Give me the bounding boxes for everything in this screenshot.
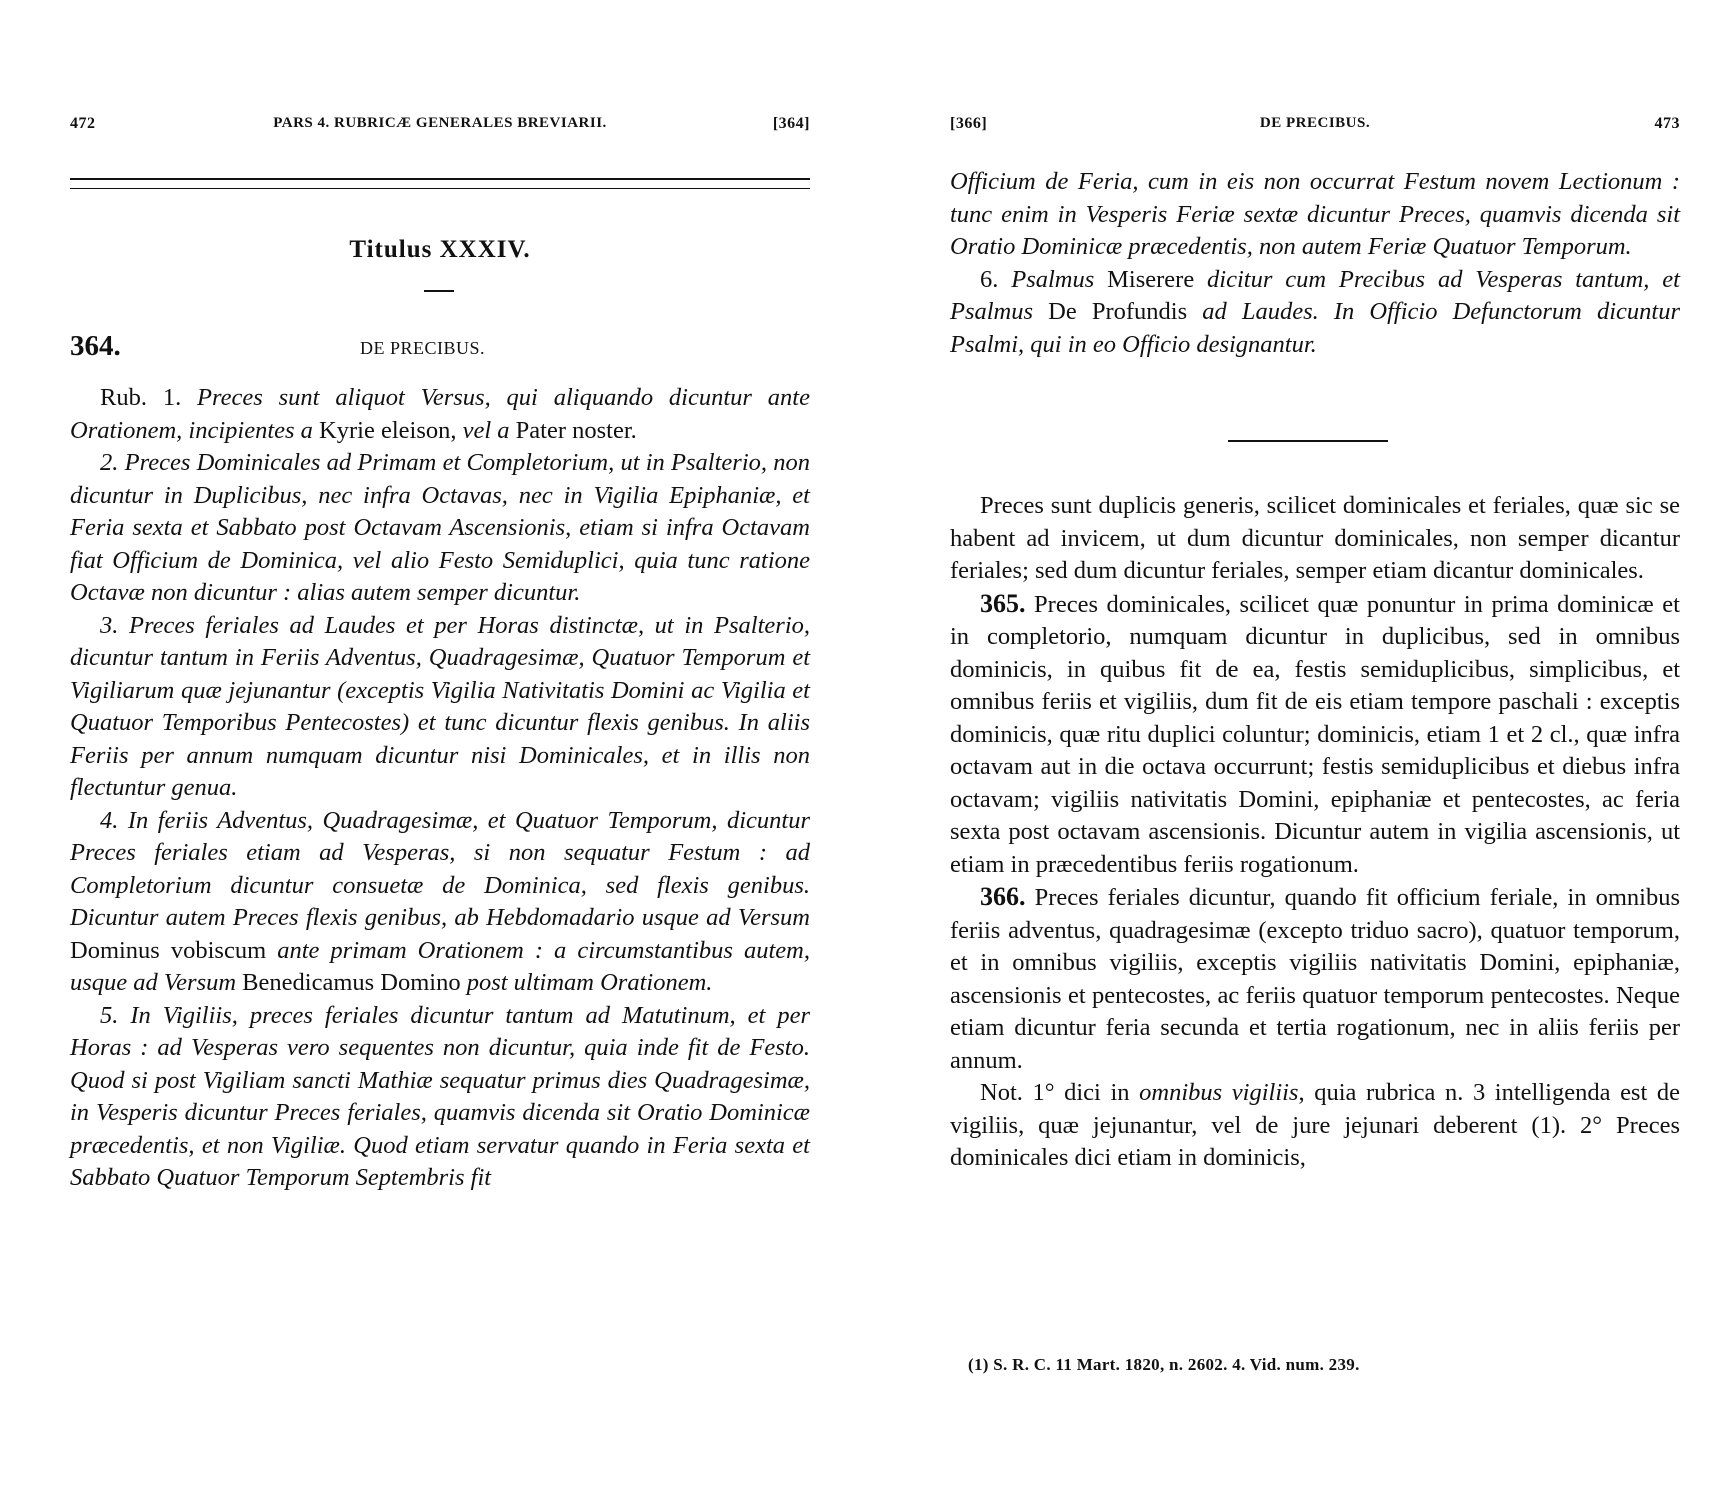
paragraph-365 — [950, 588, 1680, 882]
rubric-4-text-c: ante primam Orationem : a circumstantibus autem, usque ad Versum — [70, 936, 810, 996]
left-page — [70, 0, 810, 1500]
running-title: DE PRECIBUS. — [1259, 115, 1371, 131]
right-commentary-text — [950, 490, 1680, 1175]
rubric-6-text-c: Miserere — [1107, 265, 1208, 293]
rubric-1-text-b: Kyrie eleison, — [319, 416, 463, 444]
section-365-text: Preces dominicales, scilicet quæ ponuntur in prima dominicæ et in completorio, numquam dicuntur in duplicibus, sed in omnibus dominicis, in quibus fit de ea, festis semiduplicibus, simplicibus, et omnibus feriis et vigiliis, dum fit de eis etiam tempore paschali : exceptis dominicis, quæ ritu duplici coluntur; dominicis, etiam 1 et 2 cl., quæ infra octavam aut in die octava occurrunt; festis semiduplicibus et diebus infra octavam; vigiliis nativitatis Domini, epiphaniæ et pentecostes, ac feria sexta post octavam ascensionis. Dicuntur autem in vigilia ascensionis, ut etiam in præcedentibus feriis rogationum. — [950, 590, 1680, 878]
running-title: PARS 4. RUBRICÆ GENERALES BREVIARII. — [273, 115, 607, 131]
paragraph-rubric-4 — [70, 805, 810, 1000]
titulus-heading: Titulus XXXIV. — [349, 236, 531, 263]
section-366-text: Preces feriales dicuntur, quando fit officium feriale, in omnibus feriis adventus, quadragesimæ (excepto triduo sacro), quatuor temporum, et in omnibus vigiliis, exceptis vigiliis nativitatis Domini, epiphaniæ, ascensionis et pentecostes, ac feriis quatuor temporum pentecostes. Neque etiam dicuntur feria secunda et tertia rogationum, nec in aliis feriis per annum. — [950, 884, 1680, 1074]
section-number-366: 366. — [980, 882, 1026, 911]
heading-dash — [424, 290, 454, 292]
paragraph-rubric-3: 3. Preces feriales ad Laudes et per Horas distinctæ, ut in Psalterio, dicuntur tantum in Feriis Adventus, Quadragesimæ, Quatuor Temporum et Vigiliarum quæ jejunantur (exceptis Vigilia Nativitatis Domini ac Vigilia et Quatuor Temporibus Pentecostes) et tunc dicuntur flexis genibus. In aliis Feriis per annum numquam dicuntur nisi Dominicales, et in illis non flectuntur genua. — [70, 611, 810, 801]
paragraph-rubric-6 — [950, 264, 1680, 362]
section-number: 364. — [70, 330, 121, 362]
section-divider — [1228, 440, 1388, 442]
rubric-4-text-a: 4. In feriis Adventus, Quadragesimæ, et Quatuor Temporum, dicuntur Preces feriales etiam ad Vesperas, si non sequatur Festum : ad Completorium dicuntur consuetæ de Dominica, sed flexis genibus. Dicuntur autem Preces flexis genibus, ab Hebdomadario usque ad Versum — [70, 806, 810, 931]
right-page — [950, 0, 1680, 1500]
page-number: 472 — [70, 115, 96, 132]
rubric-4-text-e: post ultimam Orationem. — [466, 969, 713, 996]
rubric-1-text-a: Preces sunt aliquot Versus, qui aliquando dicuntur ante Orationem, incipientes a — [70, 384, 810, 444]
double-rule — [70, 178, 810, 189]
note-text-b: omnibus vigiliis — [1139, 1079, 1299, 1106]
paragraph-note — [950, 1077, 1680, 1175]
running-head — [70, 115, 810, 139]
commentary-intro: Preces sunt duplicis generis, scilicet dominicales et feriales, quæ sic se habent ad invicem, ut dum dicuntur dominicales, non semper dicantur feriales; sed dum dicuntur feriales, semper etiam dicantur dominicales. — [950, 492, 1680, 584]
section-name: DE PRECIBUS. — [360, 338, 486, 358]
rubric-6-text-f: ad Laudes. In Officio Defunctorum dicuntur Psalmi, qui in eo Officio designantur. — [950, 298, 1680, 358]
rubric-1-text-d: Pater noster. — [515, 416, 637, 444]
left-body-text — [70, 382, 810, 1195]
rubric-1-text-c: vel a — [462, 416, 516, 444]
right-rubric-text — [950, 166, 1680, 361]
paragraph-rubric-5: 5. In Vigiliis, preces feriales dicuntur tantum ad Matutinum, et per Horas : ad Vesperas vero sequentes non dicuntur, quia inde fit de Festo. Quod si post Vigiliam sancti Mathiæ sequatur primus dies Quadragesimæ, in Vesperis dicuntur Preces feriales, quamvis dicenda sit Oratio Dominicæ præcedentis, et non Vigiliæ. Quod etiam servatur quando in Feria sexta et Sabbato Quatuor Temporum Septembris fit — [70, 1001, 810, 1191]
section-number-365: 365. — [980, 588, 1026, 618]
rubric-6-text-e: De Profundis — [1048, 298, 1203, 325]
rubric-6-text-d: dicitur cum Precibus ad Vesperas tantum, et Psalmus — [950, 265, 1680, 325]
rubric-6-text-a: 6. — [980, 265, 1012, 293]
paragraph-rubric-5-continued: Officium de Feria, cum in eis non occurrat Festum novem Lectionum : tunc enim in Vesperis Feriæ sextæ dicuntur Preces, quamvis dicenda sit Oratio Dominicæ præcedentis, non autem Feriæ Quatuor Temporum. — [950, 168, 1680, 260]
rubric-4-text-d: Benedicamus Domino — [242, 969, 467, 996]
rubric-6-text-b: Psalmus — [1011, 265, 1108, 293]
rubric-4-text-b: Dominus vobiscum — [70, 936, 278, 964]
note-text-a: Not. 1° dici in — [980, 1079, 1140, 1106]
paragraph-366 — [950, 881, 1680, 1077]
paragraph-rubric-2: 2. Preces Dominicales ad Primam et Completorium, ut in Psalterio, non dicuntur in Duplicibus, nec infra Octavas, nec in Vigilia Epiphaniæ, et Feria sexta et Sabbato post Octavam Ascensionis, etiam si infra Octavam fiat Officium de Dominica, vel alio Festo Semiduplici, quia tunc ratione Octavæ non dicuntur : alias autem semper dicuntur. — [70, 449, 810, 606]
page-number: 473 — [1654, 115, 1680, 132]
rubric-lead: Rub. 1. — [100, 384, 198, 411]
running-head — [950, 115, 1680, 139]
note-text-c: , quia rubrica n. 3 intelligenda est de vigiliis, quæ jejunantur, vel de jure jejunari deberent (1). 2° Preces dominicales dici etiam in dominicis, — [950, 1079, 1681, 1171]
section-reference: [366] — [950, 115, 988, 132]
section-heading — [70, 330, 810, 364]
footnote: (1) S. R. C. 11 Mart. 1820, n. 2602. 4. Vid. num. 239. — [968, 1355, 1360, 1374]
section-reference: [364] — [772, 115, 810, 132]
paragraph-rubric-1 — [70, 382, 810, 447]
